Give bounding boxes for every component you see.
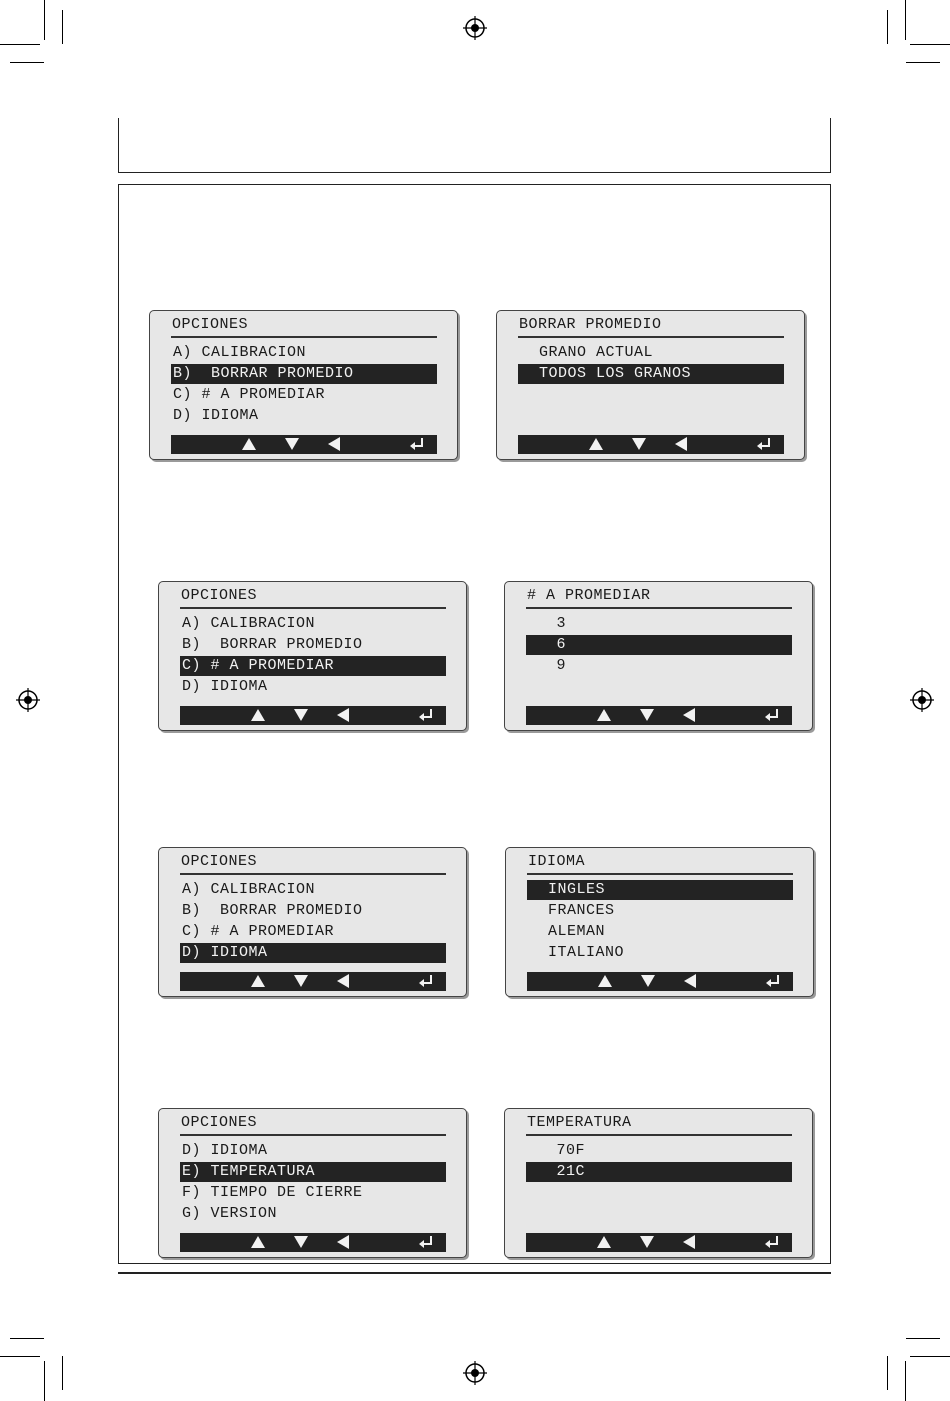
header-box bbox=[118, 118, 831, 173]
lcd-title: BORRAR PROMEDIO bbox=[519, 316, 662, 333]
enter-icon bbox=[765, 974, 781, 993]
lcd-menu-item: D) IDIOMA bbox=[173, 407, 259, 424]
lcd-menu-item: C) # A PROMEDIAR bbox=[173, 386, 326, 403]
lcd-nav-bar bbox=[171, 435, 437, 454]
lcd-title-rule bbox=[518, 336, 784, 338]
down-arrow-icon bbox=[640, 974, 656, 993]
lcd-menu-item: GRANO ACTUAL bbox=[520, 344, 654, 361]
down-arrow-icon bbox=[293, 708, 309, 727]
up-arrow-icon bbox=[596, 1235, 612, 1254]
down-arrow-icon bbox=[293, 974, 309, 993]
lcd-menu-item: A) CALIBRACION bbox=[182, 615, 316, 632]
lcd-menu-item: ALEMAN bbox=[529, 923, 606, 940]
registration-mark-icon bbox=[463, 16, 487, 40]
lcd-screen bbox=[158, 581, 467, 731]
lcd-menu-item: G) VERSION bbox=[182, 1205, 278, 1222]
crop-mark bbox=[906, 1338, 940, 1339]
up-arrow-icon bbox=[588, 437, 604, 456]
lcd-menu-item: FRANCES bbox=[529, 902, 615, 919]
lcd-menu-item-selected: D) IDIOMA bbox=[180, 943, 446, 963]
lcd-nav-bar bbox=[180, 706, 446, 725]
crop-mark bbox=[10, 62, 44, 63]
crop-mark bbox=[910, 44, 950, 45]
lcd-screen bbox=[149, 310, 458, 460]
crop-mark bbox=[910, 1356, 950, 1357]
left-arrow-icon bbox=[682, 708, 696, 727]
lcd-menu-item: B) BORRAR PROMEDIO bbox=[182, 902, 363, 919]
lcd-menu-item: D) IDIOMA bbox=[182, 1142, 268, 1159]
lcd-menu-item-selected: C) # A PROMEDIAR bbox=[180, 656, 446, 676]
lcd-menu-item-selected: INGLES bbox=[527, 880, 793, 900]
crop-mark bbox=[887, 10, 888, 44]
enter-icon bbox=[409, 437, 425, 456]
left-arrow-icon bbox=[336, 708, 350, 727]
up-arrow-icon bbox=[250, 974, 266, 993]
down-arrow-icon bbox=[639, 708, 655, 727]
left-arrow-icon bbox=[336, 974, 350, 993]
crop-mark bbox=[62, 10, 63, 44]
lcd-title-rule bbox=[526, 607, 792, 609]
lcd-title: OPCIONES bbox=[181, 1114, 258, 1131]
lcd-nav-bar bbox=[526, 706, 792, 725]
lcd-title-rule bbox=[180, 1134, 446, 1136]
enter-icon bbox=[756, 437, 772, 456]
lcd-title-rule bbox=[526, 1134, 792, 1136]
lcd-menu-item: B) BORRAR PROMEDIO bbox=[182, 636, 363, 653]
up-arrow-icon bbox=[596, 708, 612, 727]
lcd-nav-bar bbox=[518, 435, 784, 454]
footer-divider bbox=[118, 1272, 831, 1274]
enter-icon bbox=[764, 708, 780, 727]
down-arrow-icon bbox=[284, 437, 300, 456]
lcd-screen bbox=[158, 847, 467, 997]
down-arrow-icon bbox=[293, 1235, 309, 1254]
left-arrow-icon bbox=[682, 1235, 696, 1254]
lcd-menu-item: F) TIEMPO DE CIERRE bbox=[182, 1184, 363, 1201]
crop-mark bbox=[0, 1356, 40, 1357]
lcd-menu-item: 3 bbox=[528, 615, 567, 632]
crop-mark bbox=[44, 1361, 45, 1401]
lcd-nav-bar bbox=[180, 972, 446, 991]
crop-mark bbox=[906, 62, 940, 63]
lcd-menu-item-selected: 6 bbox=[526, 635, 792, 655]
registration-mark-icon bbox=[463, 1361, 487, 1385]
down-arrow-icon bbox=[639, 1235, 655, 1254]
lcd-screen bbox=[504, 1108, 813, 1258]
up-arrow-icon bbox=[250, 1235, 266, 1254]
enter-icon bbox=[764, 1235, 780, 1254]
lcd-title: TEMPERATURA bbox=[527, 1114, 632, 1131]
lcd-screen bbox=[496, 310, 805, 460]
lcd-title: OPCIONES bbox=[181, 853, 258, 870]
left-arrow-icon bbox=[336, 1235, 350, 1254]
registration-mark-icon bbox=[910, 688, 934, 712]
up-arrow-icon bbox=[597, 974, 613, 993]
up-arrow-icon bbox=[241, 437, 257, 456]
lcd-menu-item-selected: TODOS LOS GRANOS bbox=[518, 364, 784, 384]
lcd-menu-item: D) IDIOMA bbox=[182, 678, 268, 695]
crop-mark bbox=[10, 1338, 44, 1339]
lcd-menu-item-selected: 21C bbox=[526, 1162, 792, 1182]
lcd-screen bbox=[158, 1108, 467, 1258]
enter-icon bbox=[418, 708, 434, 727]
lcd-title: OPCIONES bbox=[181, 587, 258, 604]
lcd-menu-item: 70F bbox=[528, 1142, 586, 1159]
lcd-title: IDIOMA bbox=[528, 853, 586, 870]
crop-mark bbox=[905, 0, 906, 40]
crop-mark bbox=[62, 1356, 63, 1390]
down-arrow-icon bbox=[631, 437, 647, 456]
lcd-menu-item: 9 bbox=[528, 657, 567, 674]
lcd-nav-bar bbox=[526, 1233, 792, 1252]
registration-mark-icon bbox=[16, 688, 40, 712]
lcd-title-rule bbox=[180, 873, 446, 875]
lcd-title: # A PROMEDIAR bbox=[527, 587, 651, 604]
left-arrow-icon bbox=[327, 437, 341, 456]
crop-mark bbox=[887, 1356, 888, 1390]
crop-mark bbox=[0, 44, 40, 45]
lcd-menu-item: C) # A PROMEDIAR bbox=[182, 923, 335, 940]
left-arrow-icon bbox=[674, 437, 688, 456]
lcd-title-rule bbox=[171, 336, 437, 338]
lcd-nav-bar bbox=[527, 972, 793, 991]
lcd-screen bbox=[504, 581, 813, 731]
up-arrow-icon bbox=[250, 708, 266, 727]
crop-mark bbox=[905, 1361, 906, 1401]
enter-icon bbox=[418, 1235, 434, 1254]
lcd-menu-item-selected: E) TEMPERATURA bbox=[180, 1162, 446, 1182]
lcd-screen bbox=[505, 847, 814, 997]
lcd-menu-item: A) CALIBRACION bbox=[182, 881, 316, 898]
lcd-title: OPCIONES bbox=[172, 316, 249, 333]
lcd-menu-item: ITALIANO bbox=[529, 944, 625, 961]
left-arrow-icon bbox=[683, 974, 697, 993]
lcd-menu-item-selected: B) BORRAR PROMEDIO bbox=[171, 364, 437, 384]
lcd-nav-bar bbox=[180, 1233, 446, 1252]
enter-icon bbox=[418, 974, 434, 993]
lcd-menu-item: A) CALIBRACION bbox=[173, 344, 307, 361]
lcd-title-rule bbox=[527, 873, 793, 875]
crop-mark bbox=[44, 0, 45, 40]
lcd-title-rule bbox=[180, 607, 446, 609]
